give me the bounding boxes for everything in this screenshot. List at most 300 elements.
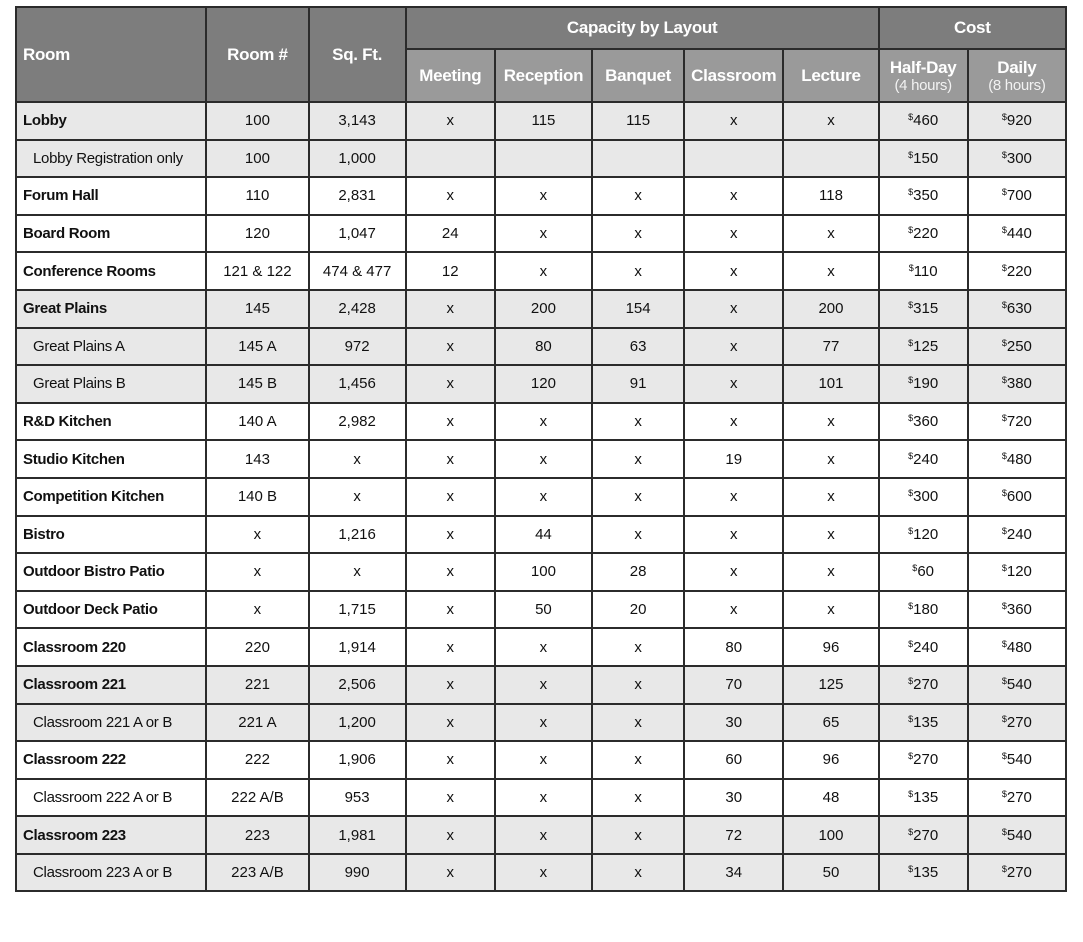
daily-cost-cell — [968, 741, 1066, 779]
currency-symbol: $ — [1001, 525, 1007, 536]
half-day-cost-cell — [879, 328, 968, 366]
room-number-cell: 223 — [206, 816, 308, 854]
banquet-capacity-cell: x — [592, 704, 684, 742]
meeting-capacity-cell: 12 — [406, 252, 495, 290]
reception-capacity-cell: x — [495, 252, 592, 290]
meeting-capacity-cell: x — [406, 741, 495, 779]
currency-symbol: $ — [1001, 225, 1007, 236]
sq-ft-cell: 1,456 — [309, 365, 406, 403]
currency-symbol: $ — [912, 563, 918, 574]
sq-ft-cell: 2,506 — [309, 666, 406, 704]
half-day-cost-cell — [879, 403, 968, 441]
currency-symbol: $ — [908, 413, 914, 424]
sq-ft-cell: x — [309, 440, 406, 478]
table-row — [16, 741, 1066, 779]
cost-value: 380 — [1006, 375, 1032, 393]
currency-symbol: $ — [908, 225, 914, 236]
cost-value: 120 — [1006, 563, 1032, 581]
banquet-capacity-cell: 63 — [592, 328, 684, 366]
cost-value: 135 — [913, 713, 939, 731]
reception-capacity-cell: 200 — [495, 290, 592, 328]
lecture-capacity-cell: 96 — [783, 628, 878, 666]
room-number-cell: 140 B — [206, 478, 308, 516]
table-header — [16, 7, 1066, 102]
banquet-capacity-cell: x — [592, 816, 684, 854]
table-row — [16, 215, 1066, 253]
currency-symbol: $ — [1001, 450, 1007, 461]
sq-ft-cell: 1,906 — [309, 741, 406, 779]
cost-value: 270 — [1006, 864, 1032, 882]
cost-value: 480 — [1006, 450, 1032, 468]
reception-capacity-cell: x — [495, 666, 592, 704]
room-number-cell: 120 — [206, 215, 308, 253]
classroom-capacity-cell: x — [684, 365, 783, 403]
half-day-cost-cell — [879, 516, 968, 554]
daily-cost-cell — [968, 102, 1066, 140]
lecture-capacity-cell: 100 — [783, 816, 878, 854]
header-sq-ft: Sq. Ft. — [309, 7, 406, 102]
room-name-cell: Outdoor Deck Patio — [16, 591, 206, 629]
cost-value: 440 — [1006, 225, 1032, 243]
currency-symbol: $ — [908, 525, 914, 536]
table-row — [16, 440, 1066, 478]
half-day-cost-cell — [879, 140, 968, 178]
currency-symbol: $ — [908, 601, 914, 612]
room-name-cell: Great Plains B — [16, 365, 206, 403]
currency-symbol: $ — [1001, 713, 1007, 724]
meeting-capacity-cell: x — [406, 478, 495, 516]
reception-capacity-cell: 44 — [495, 516, 592, 554]
sq-ft-cell: 2,428 — [309, 290, 406, 328]
room-name-cell: Classroom 223 A or B — [16, 854, 206, 892]
currency-symbol: $ — [908, 375, 914, 386]
currency-symbol: $ — [908, 864, 914, 875]
room-number-cell: x — [206, 553, 308, 591]
room-number-cell: 223 A/B — [206, 854, 308, 892]
lecture-capacity-cell: 48 — [783, 779, 878, 817]
table-row — [16, 516, 1066, 554]
reception-capacity-cell: x — [495, 478, 592, 516]
currency-symbol: $ — [1001, 563, 1007, 574]
daily-cost-cell — [968, 177, 1066, 215]
sq-ft-cell: 1,981 — [309, 816, 406, 854]
meeting-capacity-cell: 24 — [406, 215, 495, 253]
meeting-capacity-cell: x — [406, 779, 495, 817]
table-row — [16, 591, 1066, 629]
daily-cost-cell — [968, 704, 1066, 742]
classroom-capacity-cell: 30 — [684, 779, 783, 817]
cost-value: 250 — [1006, 337, 1032, 355]
room-name-cell: Conference Rooms — [16, 252, 206, 290]
cost-value: 540 — [1006, 676, 1032, 694]
room-rates-table — [15, 6, 1067, 892]
currency-symbol: $ — [1001, 826, 1007, 837]
daily-cost-cell — [968, 252, 1066, 290]
daily-cost-cell — [968, 365, 1066, 403]
cost-value: 350 — [913, 187, 939, 205]
cost-value: 220 — [1006, 262, 1032, 280]
currency-symbol: $ — [908, 488, 914, 499]
room-number-cell: 143 — [206, 440, 308, 478]
half-day-cost-cell — [879, 704, 968, 742]
meeting-capacity-cell: x — [406, 102, 495, 140]
daily-cost-cell — [968, 666, 1066, 704]
reception-capacity-cell: 50 — [495, 591, 592, 629]
daily-cost-cell — [968, 290, 1066, 328]
room-name-cell: Classroom 220 — [16, 628, 206, 666]
reception-capacity-cell: 80 — [495, 328, 592, 366]
daily-cost-cell — [968, 478, 1066, 516]
sq-ft-cell: x — [309, 478, 406, 516]
cost-value: 135 — [913, 864, 939, 882]
lecture-capacity-cell: 50 — [783, 854, 878, 892]
lecture-capacity-cell: x — [783, 553, 878, 591]
room-name-cell: Classroom 223 — [16, 816, 206, 854]
cost-value: 315 — [913, 300, 939, 318]
cost-value: 180 — [913, 601, 939, 619]
sq-ft-cell: 953 — [309, 779, 406, 817]
currency-symbol: $ — [1001, 375, 1007, 386]
reception-capacity-cell: x — [495, 741, 592, 779]
table-row — [16, 553, 1066, 591]
cost-value: 120 — [913, 525, 939, 543]
banquet-capacity-cell: x — [592, 779, 684, 817]
daily-cost-cell — [968, 553, 1066, 591]
table-body — [16, 102, 1066, 891]
table-row — [16, 177, 1066, 215]
currency-symbol: $ — [1001, 112, 1007, 123]
currency-symbol: $ — [1001, 413, 1007, 424]
lecture-capacity-cell: x — [783, 403, 878, 441]
cost-value: 60 — [917, 563, 934, 581]
currency-symbol: $ — [1001, 864, 1007, 875]
cost-value: 540 — [1006, 826, 1032, 844]
banquet-capacity-cell: x — [592, 403, 684, 441]
daily-cost-cell — [968, 403, 1066, 441]
lecture-capacity-cell: x — [783, 591, 878, 629]
half-day-cost-cell — [879, 816, 968, 854]
cost-value: 110 — [913, 262, 938, 280]
room-number-cell: 145 B — [206, 365, 308, 403]
header-classroom: Classroom — [684, 49, 783, 102]
half-day-cost-cell — [879, 440, 968, 478]
classroom-capacity-cell: x — [684, 290, 783, 328]
currency-symbol: $ — [1001, 638, 1007, 649]
sq-ft-cell: 2,982 — [309, 403, 406, 441]
reception-capacity-cell: x — [495, 403, 592, 441]
daily-cost-cell — [968, 440, 1066, 478]
meeting-capacity-cell: x — [406, 177, 495, 215]
currency-symbol: $ — [908, 826, 914, 837]
room-name-cell: Bistro — [16, 516, 206, 554]
room-name-cell: Outdoor Bistro Patio — [16, 553, 206, 591]
currency-symbol: $ — [1001, 751, 1007, 762]
cost-value: 300 — [1006, 149, 1032, 167]
sq-ft-cell: 474 & 477 — [309, 252, 406, 290]
reception-capacity-cell: x — [495, 440, 592, 478]
banquet-capacity-cell — [592, 140, 684, 178]
room-number-cell: 121 & 122 — [206, 252, 308, 290]
meeting-capacity-cell: x — [406, 816, 495, 854]
cost-value: 270 — [913, 751, 939, 769]
header-cost: Cost — [879, 7, 1066, 49]
daily-cost-cell — [968, 816, 1066, 854]
banquet-capacity-cell: 91 — [592, 365, 684, 403]
table-row — [16, 854, 1066, 892]
banquet-capacity-cell: 28 — [592, 553, 684, 591]
room-number-cell: 145 — [206, 290, 308, 328]
banquet-capacity-cell: 154 — [592, 290, 684, 328]
banquet-capacity-cell: x — [592, 440, 684, 478]
currency-symbol: $ — [908, 788, 914, 799]
cost-value: 300 — [913, 488, 939, 506]
meeting-capacity-cell: x — [406, 628, 495, 666]
currency-symbol: $ — [908, 300, 914, 311]
meeting-capacity-cell: x — [406, 591, 495, 629]
classroom-capacity-cell: x — [684, 403, 783, 441]
half-day-cost-cell — [879, 177, 968, 215]
table-row — [16, 628, 1066, 666]
currency-symbol: $ — [1001, 788, 1007, 799]
cost-value: 480 — [1006, 638, 1032, 656]
room-name-cell: Classroom 221 — [16, 666, 206, 704]
header-banquet: Banquet — [592, 49, 684, 102]
classroom-capacity-cell: x — [684, 328, 783, 366]
lecture-capacity-cell: 125 — [783, 666, 878, 704]
table-row — [16, 252, 1066, 290]
room-rates-table-container — [15, 6, 1067, 892]
cost-value: 240 — [1006, 525, 1032, 543]
reception-capacity-cell — [495, 140, 592, 178]
currency-symbol: $ — [908, 638, 914, 649]
half-day-cost-cell — [879, 290, 968, 328]
cost-value: 460 — [913, 112, 939, 130]
header-half-day: Half-Day (4 hours) — [879, 49, 968, 102]
table-row — [16, 704, 1066, 742]
room-number-cell: 145 A — [206, 328, 308, 366]
sq-ft-cell: x — [309, 553, 406, 591]
cost-value: 125 — [913, 337, 939, 355]
header-daily: Daily (8 hours) — [968, 49, 1066, 102]
currency-symbol: $ — [1001, 187, 1007, 198]
meeting-capacity-cell: x — [406, 516, 495, 554]
room-number-cell: 110 — [206, 177, 308, 215]
room-name-cell: Lobby — [16, 102, 206, 140]
half-day-cost-cell — [879, 102, 968, 140]
currency-symbol: $ — [1001, 601, 1007, 612]
table-row — [16, 102, 1066, 140]
currency-symbol: $ — [1001, 337, 1007, 348]
classroom-capacity-cell: 34 — [684, 854, 783, 892]
room-number-cell: 100 — [206, 102, 308, 140]
currency-symbol: $ — [908, 112, 914, 123]
cost-value: 920 — [1006, 112, 1032, 130]
sq-ft-cell: 1,914 — [309, 628, 406, 666]
classroom-capacity-cell: x — [684, 177, 783, 215]
sq-ft-cell: 3,143 — [309, 102, 406, 140]
classroom-capacity-cell: 72 — [684, 816, 783, 854]
room-number-cell: 140 A — [206, 403, 308, 441]
lecture-capacity-cell: x — [783, 440, 878, 478]
currency-symbol: $ — [908, 450, 914, 461]
daily-cost-cell — [968, 328, 1066, 366]
cost-value: 540 — [1006, 751, 1032, 769]
classroom-capacity-cell: x — [684, 553, 783, 591]
banquet-capacity-cell: x — [592, 741, 684, 779]
table-row — [16, 478, 1066, 516]
reception-capacity-cell: 100 — [495, 553, 592, 591]
half-day-cost-cell — [879, 365, 968, 403]
room-number-cell: x — [206, 516, 308, 554]
cost-value: 360 — [1006, 601, 1032, 619]
currency-symbol: $ — [1001, 676, 1007, 687]
header-room: Room — [16, 7, 206, 102]
meeting-capacity-cell: x — [406, 666, 495, 704]
cost-value: 630 — [1006, 300, 1032, 318]
half-day-cost-cell — [879, 779, 968, 817]
classroom-capacity-cell: x — [684, 215, 783, 253]
room-number-cell: 221 A — [206, 704, 308, 742]
table-row — [16, 290, 1066, 328]
banquet-capacity-cell: x — [592, 478, 684, 516]
banquet-capacity-cell: x — [592, 252, 684, 290]
cost-value: 270 — [913, 826, 939, 844]
room-name-cell: Board Room — [16, 215, 206, 253]
reception-capacity-cell: x — [495, 628, 592, 666]
header-lecture: Lecture — [783, 49, 878, 102]
lecture-capacity-cell: x — [783, 516, 878, 554]
classroom-capacity-cell: 70 — [684, 666, 783, 704]
currency-symbol: $ — [1001, 488, 1007, 499]
reception-capacity-cell: 115 — [495, 102, 592, 140]
lecture-capacity-cell: 200 — [783, 290, 878, 328]
meeting-capacity-cell: x — [406, 704, 495, 742]
reception-capacity-cell: x — [495, 704, 592, 742]
daily-cost-cell — [968, 215, 1066, 253]
meeting-capacity-cell — [406, 140, 495, 178]
currency-symbol: $ — [1001, 300, 1007, 311]
half-day-cost-cell — [879, 478, 968, 516]
classroom-capacity-cell: x — [684, 478, 783, 516]
daily-cost-cell — [968, 516, 1066, 554]
room-name-cell: R&D Kitchen — [16, 403, 206, 441]
table-row — [16, 365, 1066, 403]
room-name-cell: Forum Hall — [16, 177, 206, 215]
room-name-cell: Classroom 222 — [16, 741, 206, 779]
classroom-capacity-cell — [684, 140, 783, 178]
classroom-capacity-cell: 19 — [684, 440, 783, 478]
room-name-cell: Great Plains A — [16, 328, 206, 366]
lecture-capacity-cell: x — [783, 102, 878, 140]
table-row — [16, 779, 1066, 817]
cost-value: 270 — [913, 676, 939, 694]
cost-value: 150 — [913, 149, 939, 167]
half-day-cost-cell — [879, 591, 968, 629]
meeting-capacity-cell: x — [406, 553, 495, 591]
table-row — [16, 666, 1066, 704]
sq-ft-cell: 1,216 — [309, 516, 406, 554]
meeting-capacity-cell: x — [406, 403, 495, 441]
currency-symbol: $ — [908, 187, 914, 198]
lecture-capacity-cell: 65 — [783, 704, 878, 742]
cost-value: 720 — [1006, 413, 1032, 431]
classroom-capacity-cell: x — [684, 252, 783, 290]
cost-value: 600 — [1006, 488, 1032, 506]
cost-value: 270 — [1006, 713, 1032, 731]
daily-cost-cell — [968, 628, 1066, 666]
table-row — [16, 816, 1066, 854]
room-number-cell: 221 — [206, 666, 308, 704]
lecture-capacity-cell: x — [783, 215, 878, 253]
reception-capacity-cell: x — [495, 215, 592, 253]
table-row — [16, 328, 1066, 366]
lecture-capacity-cell: 101 — [783, 365, 878, 403]
daily-cost-cell — [968, 591, 1066, 629]
banquet-capacity-cell: x — [592, 854, 684, 892]
lecture-capacity-cell: x — [783, 252, 878, 290]
sq-ft-cell: 2,831 — [309, 177, 406, 215]
banquet-capacity-cell: x — [592, 177, 684, 215]
cost-value: 240 — [913, 450, 939, 468]
reception-capacity-cell: x — [495, 177, 592, 215]
sq-ft-cell: 1,200 — [309, 704, 406, 742]
meeting-capacity-cell: x — [406, 440, 495, 478]
sq-ft-cell: 1,000 — [309, 140, 406, 178]
lecture-capacity-cell — [783, 140, 878, 178]
reception-capacity-cell: x — [495, 816, 592, 854]
banquet-capacity-cell: x — [592, 215, 684, 253]
header-room-number: Room # — [206, 7, 308, 102]
currency-symbol: $ — [908, 676, 914, 687]
sq-ft-cell: 990 — [309, 854, 406, 892]
header-meeting: Meeting — [406, 49, 495, 102]
room-name-cell: Competition Kitchen — [16, 478, 206, 516]
cost-value: 220 — [913, 225, 939, 243]
cost-value: 135 — [913, 788, 939, 806]
room-number-cell: x — [206, 591, 308, 629]
reception-capacity-cell: 120 — [495, 365, 592, 403]
half-day-cost-cell — [879, 252, 968, 290]
half-day-cost-cell — [879, 854, 968, 892]
table-row — [16, 140, 1066, 178]
room-number-cell: 222 A/B — [206, 779, 308, 817]
half-day-cost-cell — [879, 741, 968, 779]
half-day-cost-cell — [879, 553, 968, 591]
classroom-capacity-cell: x — [684, 516, 783, 554]
lecture-capacity-cell: 118 — [783, 177, 878, 215]
reception-capacity-cell: x — [495, 854, 592, 892]
half-day-cost-cell — [879, 215, 968, 253]
currency-symbol: $ — [908, 751, 914, 762]
meeting-capacity-cell: x — [406, 365, 495, 403]
lecture-capacity-cell: 77 — [783, 328, 878, 366]
meeting-capacity-cell: x — [406, 328, 495, 366]
cost-value: 700 — [1006, 187, 1032, 205]
room-name-cell: Lobby Registration only — [16, 140, 206, 178]
currency-symbol: $ — [908, 149, 914, 160]
cost-value: 240 — [913, 638, 939, 656]
header-reception: Reception — [495, 49, 592, 102]
header-capacity-by-layout: Capacity by Layout — [406, 7, 879, 49]
room-number-cell: 100 — [206, 140, 308, 178]
room-name-cell: Studio Kitchen — [16, 440, 206, 478]
room-number-cell: 220 — [206, 628, 308, 666]
currency-symbol: $ — [1001, 262, 1007, 273]
daily-cost-cell — [968, 854, 1066, 892]
classroom-capacity-cell: 60 — [684, 741, 783, 779]
room-name-cell: Classroom 222 A or B — [16, 779, 206, 817]
half-day-cost-cell — [879, 628, 968, 666]
